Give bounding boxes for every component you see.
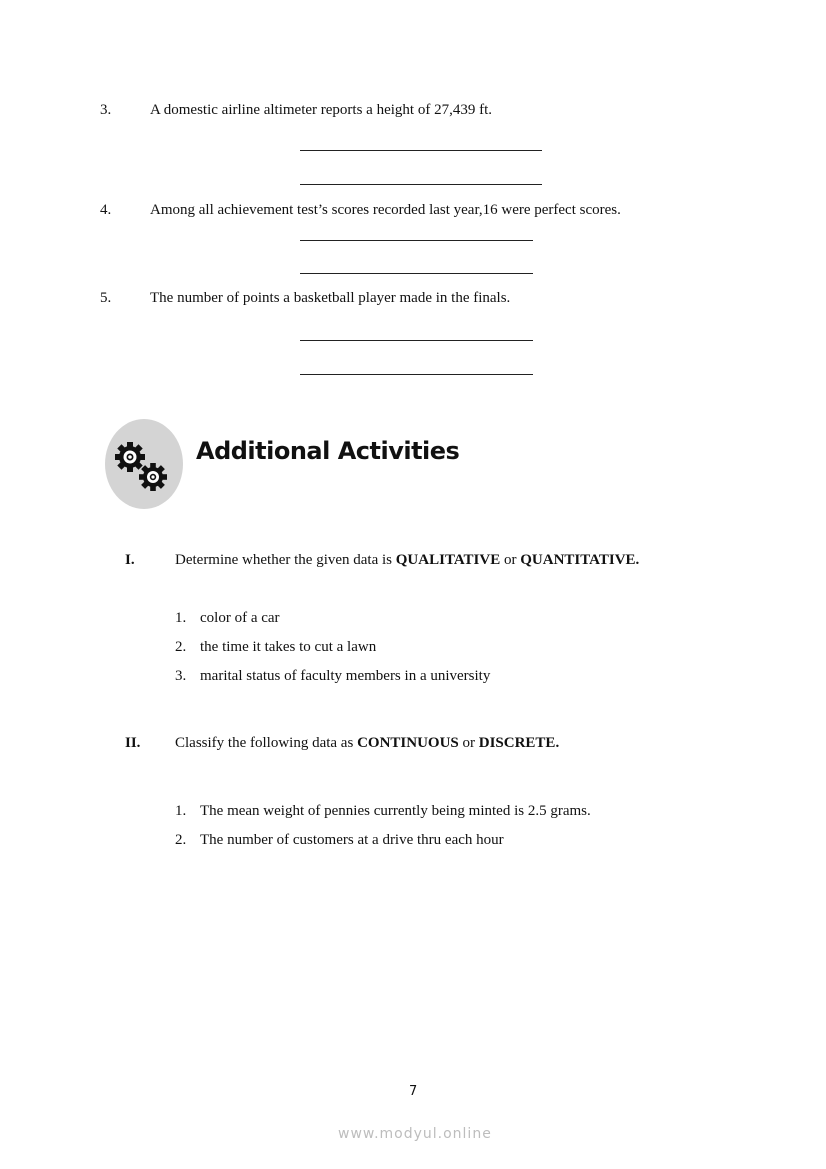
term-discrete: DISCRETE.	[478, 735, 560, 751]
watermark: www.modyul.online	[338, 1126, 492, 1142]
answer-line	[300, 240, 533, 241]
question-4-text: Among all achievement test’s scores recorded last year,16 were perfect scores.	[150, 202, 621, 218]
part-2-item-2-number: 2.	[175, 832, 187, 848]
question-5-text: The number of points a basketball player made in the finals.	[150, 290, 511, 306]
part-2-item-2-text: The number of customers at a drive thru each hour	[200, 832, 504, 848]
answer-line	[300, 340, 533, 341]
part-1-item-2-text: the time it takes to cut a lawn	[200, 639, 377, 655]
part-1-item-1-number: 1.	[175, 610, 187, 626]
part-1-item-1-text: color of a car	[200, 610, 280, 626]
part-1-item-2-number: 2.	[175, 639, 187, 655]
term-continuous: CONTINUOUS	[357, 735, 459, 751]
term-quantitative: QUANTITATIVE.	[520, 552, 640, 568]
instruction-connector: or	[458, 735, 479, 751]
part-1-item-3-text: marital status of faculty members in a university	[200, 668, 491, 684]
part-1-roman: I.	[125, 552, 135, 568]
part-2-instruction	[175, 735, 559, 752]
instruction-prefix: Determine whether the given data is	[175, 552, 396, 568]
section-title: Additional Activities	[196, 437, 460, 465]
term-qualitative: QUALITATIVE	[395, 552, 501, 568]
part-2-roman: II.	[125, 735, 141, 751]
answer-line	[300, 273, 533, 274]
instruction-connector: or	[500, 552, 521, 568]
part-1-item-3-number: 3.	[175, 668, 187, 684]
question-5-number: 5.	[100, 290, 112, 306]
gears-icon	[113, 436, 173, 496]
part-2-item-1-text: The mean weight of pennies currently being minted is 2.5 grams.	[200, 803, 591, 819]
question-4-number: 4.	[100, 202, 112, 218]
instruction-prefix: Classify the following data as	[175, 735, 358, 751]
part-1-instruction	[175, 552, 639, 569]
answer-line	[300, 374, 533, 375]
question-3-number: 3.	[100, 102, 112, 118]
answer-line	[300, 184, 542, 185]
page-number: 7	[409, 1084, 418, 1099]
part-2-item-1-number: 1.	[175, 803, 187, 819]
question-3-text: A domestic airline altimeter reports a height of 27,439 ft.	[150, 102, 492, 118]
answer-line	[300, 150, 542, 151]
